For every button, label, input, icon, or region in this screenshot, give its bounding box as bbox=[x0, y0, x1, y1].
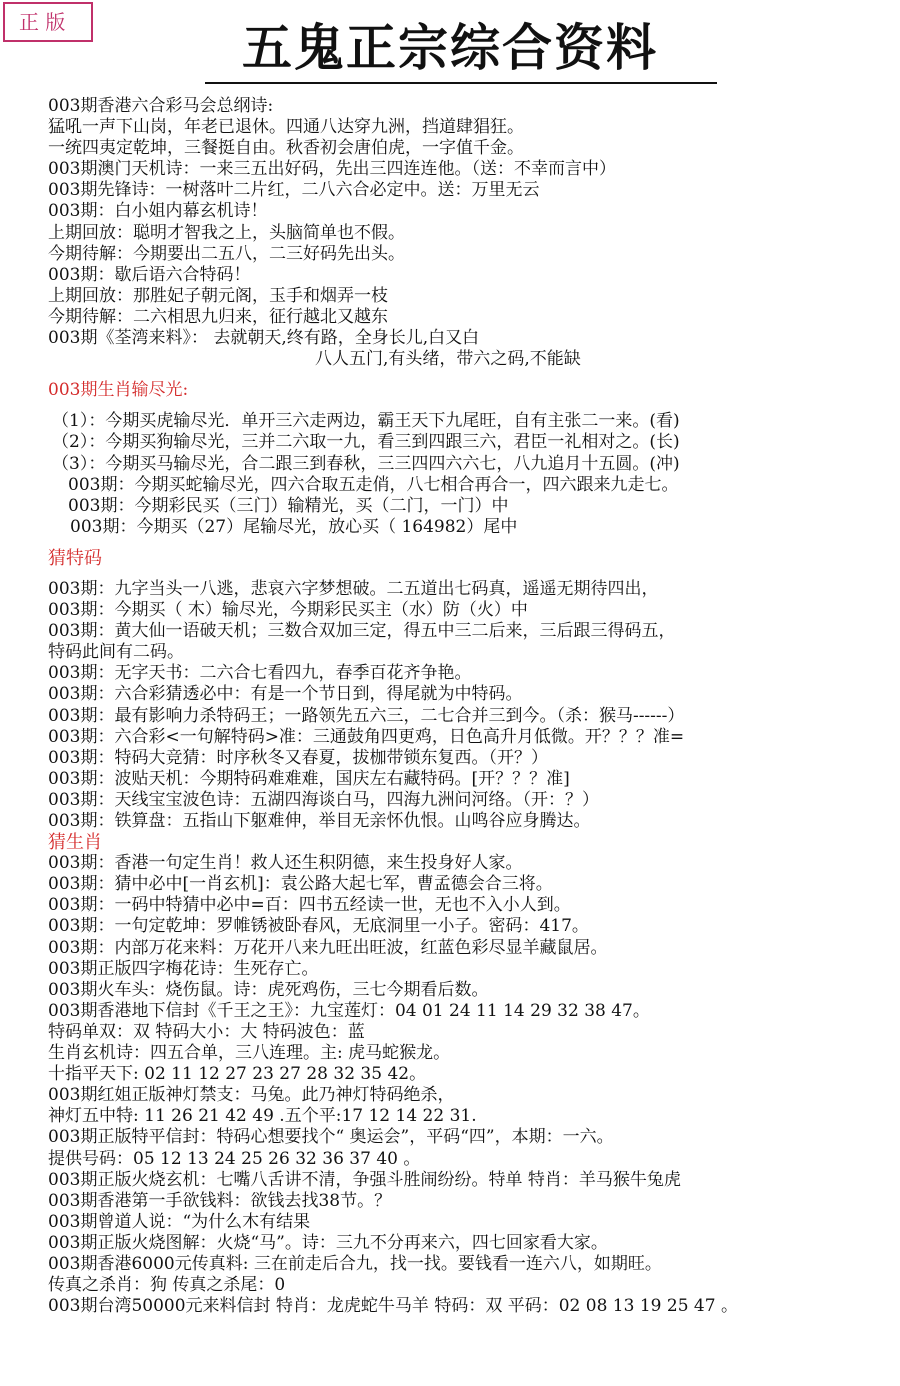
text-line: 003期：无字天书：二六合七看四九，春季百花齐争艳。 bbox=[48, 663, 472, 684]
text-line: 猛吼一声下山岗，年老已退休。四通八达穿九洲，挡道肆猖狂。 bbox=[48, 117, 524, 138]
text-line: 003期：天线宝宝波色诗：五湖四海谈白马，四海九洲问河络。（开：？） bbox=[48, 789, 599, 810]
text-line: 003期：白小姐内幕玄机诗！ bbox=[48, 201, 268, 222]
page-title: 五鬼正宗综合资料 bbox=[242, 18, 658, 77]
text-line: 003期：六合彩<一句解特码>准：三通鼓角四更鸡，日色高升月低微。开？？？准= bbox=[48, 726, 685, 747]
text-line: 今期待解：今期要出二五八，二三好码先出头。 bbox=[48, 243, 405, 264]
text-line: 003期：特码大竞猜：时序秋冬又春夏，拔枷带锁东复西。（开？） bbox=[48, 747, 548, 768]
text-line: 003期：歇后语六合特码！ bbox=[48, 264, 251, 285]
text-line: 003期《荃湾来料》： 去就朝天,终有路，全身长儿,白又白 bbox=[48, 328, 480, 349]
text-line: 特码此间有二码。 bbox=[48, 642, 184, 663]
document-body bbox=[0, 96, 900, 1317]
text-line: 十指平天下: 02 11 12 27 23 27 28 32 35 42。 bbox=[48, 1064, 427, 1085]
text-line: 003期：一码中特猜中必中=百：四书五经读一世，无也不入小人到。 bbox=[48, 895, 571, 916]
text-line: 003期正版火烧图解：火烧“马”。诗：三九不分再来六，四七回家看大家。 bbox=[48, 1232, 608, 1253]
text-line: 神灯五中特: 11 26 21 42 49 .五个平:17 12 14 22 31. bbox=[48, 1106, 477, 1127]
text-line: 特码单双：双 特码大小：大 特码波色：蓝 bbox=[48, 1021, 365, 1042]
text-line: 003期香港6000元传真料: 三在前走后合九，找一找。要钱看一连六八，如期旺。 bbox=[48, 1253, 662, 1274]
text-line: 003期：波贴天机：今期特码难难难，国庆左右藏特码。[开？？？准] bbox=[48, 768, 570, 789]
text-line: 003期火车头：烧伤鼠。诗：虎死鸡伤，三七今期看后数。 bbox=[48, 979, 489, 1000]
text-line: 003期：黄大仙一语破天机；三数合双加三定，得五中三二后来，三后跟三得码五， bbox=[48, 621, 676, 642]
text-line: 传真之杀肖：狗 传真之杀尾：0 bbox=[48, 1275, 286, 1296]
text-line: 003期正版火烧玄机：七嘴八舌讲不清，争强斗胜闹纷纷。特单 特肖：羊马猴牛兔虎 bbox=[48, 1169, 681, 1190]
spacer bbox=[0, 370, 900, 380]
text-line: 003期台湾50000元来料信封 特肖：龙虎蛇牛马羊 特码：双 平码：02 08 13 19 25 47 。 bbox=[48, 1296, 738, 1317]
text-line: 003期：今期买（27）尾输尽光，放心买（ 164982）尾中 bbox=[70, 516, 518, 537]
text-line: 上期回放：聪明才智我之上，头脑简单也不假。 bbox=[48, 222, 405, 243]
spacer bbox=[0, 569, 900, 579]
section-heading: 003期生肖输尽光: bbox=[48, 380, 189, 401]
text-line: 003期：九字当头一八逃，悲哀六字梦想破。二五道出七码真，遥遥无期待四出， bbox=[48, 578, 659, 599]
text-line: （1）：今期买虎输尽光．单开三六走两边，霸王天下九尾旺，自有主张二一来。(看) bbox=[52, 411, 680, 432]
text-line: 003期：铁算盘：五指山下躯难伸，举目无亲怀仇恨。山鸣谷应身腾达。 bbox=[48, 811, 591, 831]
text-line: 003期：今期彩民买（三门）输精光，买（二门，一门）中 bbox=[68, 495, 509, 516]
text-line: 003期先锋诗：一树落叶二片红，二八六合必定中。送：万里无云 bbox=[48, 180, 540, 201]
text-line: 提供号码：05 12 13 24 25 26 32 36 37 40 。 bbox=[48, 1148, 421, 1169]
text-line: 生肖玄机诗：四五合单，三八连理。主: 虎马蛇猴龙。 bbox=[48, 1043, 451, 1064]
text-line: 003期香港地下信封《千王之王》：九宝莲灯：04 01 24 11 14 29 32 38 47。 bbox=[48, 1000, 650, 1021]
text-line: 003期：今期买蛇输尽光，四六合取五走俏，八七相合再合一，四六跟来九走七。 bbox=[68, 474, 679, 495]
text-line: 003期正版四字梅花诗：生死存亡。 bbox=[48, 958, 319, 979]
text-line: 003期曾道人说：“为什么木有结果 bbox=[48, 1211, 311, 1232]
section-heading: 猜特码 bbox=[48, 547, 102, 569]
genuine-stamp: 正 版 bbox=[3, 2, 93, 42]
text-line: 今期待解：二六相思九归来，征行越北又越东 bbox=[48, 306, 388, 327]
section-heading: 猜生肖 bbox=[48, 832, 102, 854]
text-line: （2）：今期买狗输尽光，三并二六取一九，看三到四跟三六，君臣一礼相对之。(长) bbox=[52, 432, 680, 453]
text-line: 一统四夷定乾坤，三餐挺自由。秋香初会唐伯虎，一字值千金。 bbox=[48, 138, 524, 159]
title-underline bbox=[205, 82, 717, 84]
text-line: 上期回放：那胜妃子朝元阁，玉手和烟弄一枝 bbox=[48, 285, 388, 306]
text-line: （3）：今期买马输尽光，合二跟三到春秋，三三四四六六七，八九追月十五圆。(冲) bbox=[52, 453, 680, 474]
text-line: 003期：今期买（ 木）输尽光，今期彩民买主（水）防（火）中 bbox=[48, 600, 528, 621]
text-line: 003期澳门天机诗：一来三五出好码，先出三四连连他。（送：不幸而言中） bbox=[48, 159, 616, 180]
text-line: 003期：内部万花来料：万花开八来九旺出旺波，红蓝色彩尽显羊藏鼠居。 bbox=[48, 937, 608, 958]
spacer bbox=[0, 401, 900, 411]
text-line: 003期：猜中必中[一肖玄机]：袁公路大起七军，曹孟德会合三将。 bbox=[48, 874, 553, 895]
text-line: 003期：最有影响力杀特码王；一路领先五六三，二七合并三到今。（杀：猴马------） bbox=[48, 705, 685, 726]
text-line: 003期香港六合彩马会总纲诗: bbox=[48, 96, 274, 116]
text-line: 003期红姐正版神灯禁支：马兔。此乃神灯特码绝杀， bbox=[48, 1085, 455, 1106]
text-line-continuation: 八人五门,有头绪，带六之码,不能缺 bbox=[315, 349, 581, 370]
text-line: 003期：一句定乾坤：罗帷锈被卧春风，无底洞里一小子。密码：417。 bbox=[48, 916, 589, 937]
spacer bbox=[0, 538, 900, 548]
text-line: 003期香港第一手欲钱料：欲钱去找38节。？ bbox=[48, 1190, 392, 1211]
text-line: 003期：香港一句定生肖！救人还生积阴德，来生投身好人家。 bbox=[48, 853, 523, 874]
text-line: 003期正版特平信封：特码心想要找个“ 奥运会”，平码“四”，本期：一六。 bbox=[48, 1127, 614, 1148]
text-line: 003期：六合彩猜透必中：有是一个节日到，得尾就为中特码。 bbox=[48, 684, 523, 705]
